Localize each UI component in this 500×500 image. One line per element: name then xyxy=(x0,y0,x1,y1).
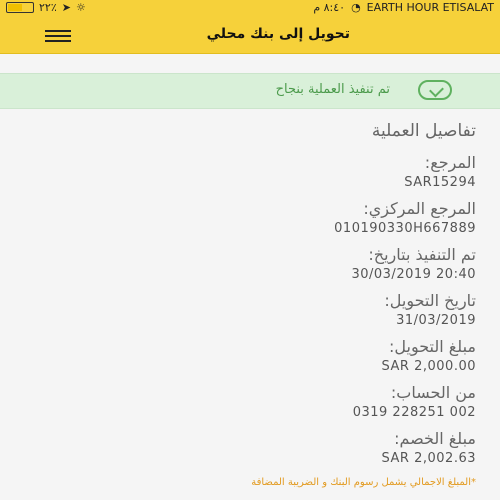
central-reference-value: 010190330H667889 xyxy=(334,221,476,236)
executed-date-value: 30/03/2019 20:40 xyxy=(351,267,476,282)
reference-label: المرجع: xyxy=(424,153,476,172)
time: ٨:٤٠ م xyxy=(313,1,346,14)
reference-value: SAR15294 xyxy=(404,175,476,190)
transfer-date-label: تاريخ التحويل: xyxy=(384,291,476,310)
location-icon: ➤ xyxy=(61,1,71,14)
success-banner xyxy=(0,73,500,109)
transfer-amount-value: SAR 2,000.00 xyxy=(381,359,476,374)
debit-amount-label: مبلغ الخصم: xyxy=(394,429,476,448)
status-left xyxy=(6,1,86,14)
battery-text: ٢٢٪ xyxy=(39,1,57,14)
page-title: تحويل إلى بنك محلي xyxy=(206,26,350,42)
fee-note: *المبلغ الاجمالي يشمل رسوم البنك و الضريبة المضافة xyxy=(251,477,476,488)
executed-date-label: تم التنفيذ بتاريخ: xyxy=(368,245,476,264)
carrier-name: EARTH HOUR ETISALAT xyxy=(366,1,494,14)
app-header xyxy=(0,17,500,54)
debit-amount-value: SAR 2,002.63 xyxy=(381,451,476,466)
transaction-details xyxy=(36,117,476,488)
brightness-icon: ☼ xyxy=(75,1,86,14)
from-account-label: من الحساب: xyxy=(390,383,476,402)
section-title: تفاصيل العملية xyxy=(371,121,476,141)
central-reference-label: المرجع المركزي: xyxy=(363,199,476,218)
wifi-icon: ◔ xyxy=(351,1,361,14)
checkmark-circle-icon xyxy=(418,80,452,100)
battery-icon xyxy=(6,2,34,13)
transfer-date-value: 31/03/2019 xyxy=(396,313,476,328)
status-right xyxy=(313,1,494,14)
success-message: تم تنفيذ العملية بنجاح xyxy=(275,82,390,97)
from-account-value: 0319 228251 002 xyxy=(352,405,476,420)
status-bar xyxy=(0,0,500,17)
hamburger-menu-icon[interactable] xyxy=(45,27,71,43)
transfer-amount-label: مبلغ التحويل: xyxy=(389,337,476,356)
